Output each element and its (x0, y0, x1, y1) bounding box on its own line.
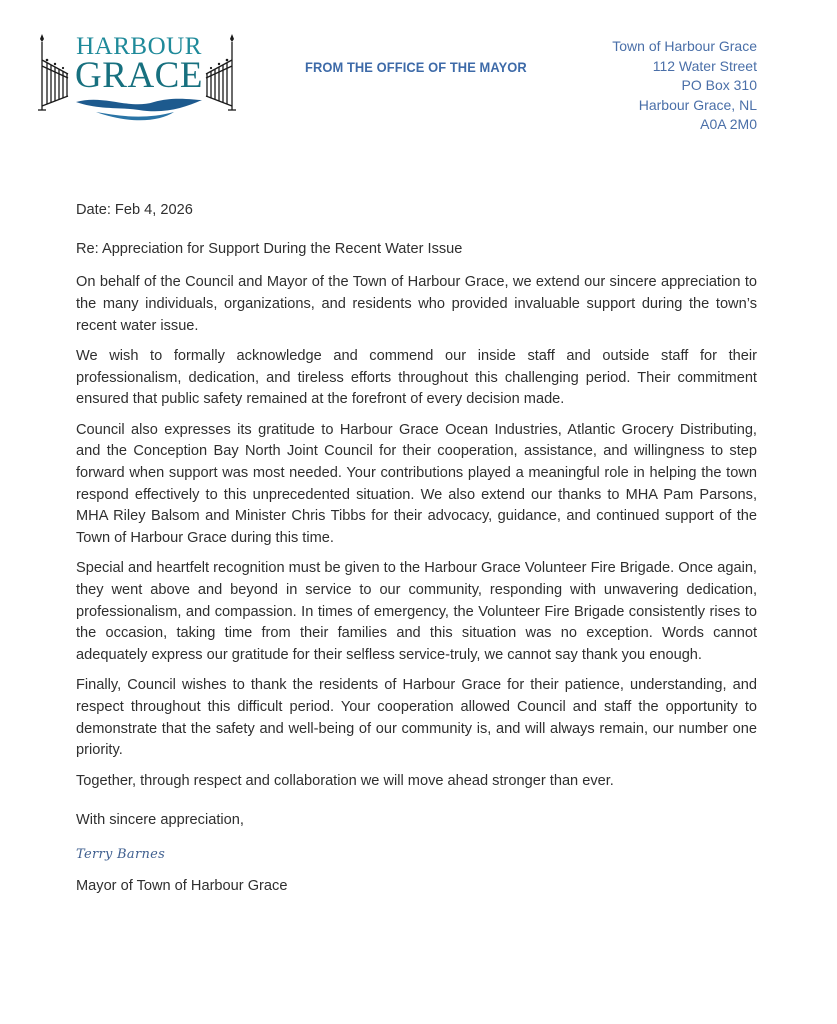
paragraph-fire-brigade: Special and heartfelt recognition must be given to the Harbour Grace Volunteer Fire Brigade. Once again, they went above and beyond in service to our community, responding with unwavering dedication, professionalism, and compassion. In times of emergency, the Volunteer Fire Brigade consistently rises to the occasion, taking time from their families and this situation was no exception. Words cannot adequately express our gratitude for their selfless service-truly, we cannot say thank you enough. (76, 560, 757, 664)
letter-subject: Re: Appreciation for Support During the Recent Water Issue (76, 240, 463, 257)
logo-text-grace: GRACE (75, 55, 203, 96)
logo-text-harbour: HARBOUR (76, 33, 202, 60)
address-city: Harbour Grace, NL (638, 96, 757, 113)
office-title: FROM THE OFFICE OF THE MAYOR (305, 59, 527, 75)
address-block (612, 37, 757, 135)
letterhead (0, 0, 837, 150)
paragraph-residents: Finally, Council wishes to thank the residents of Harbour Grace for their patience, understanding, and respect throughout this difficult period. Your cooperation allowed Council and staff the opportunity to demonstrate that the safety and well-being of our community is, and will always remain, our number one priority. (76, 677, 757, 759)
paragraph-staff: We wish to formally acknowledge and commend our inside staff and outside staff for their professionalism, dedication, and tireless efforts throughout this challenging period. Their commitment ensured that public safety remained at the forefront of every decision made. (76, 348, 757, 408)
letter-date: Date: Feb 4, 2026 (76, 202, 193, 218)
harbour-grace-logo (34, 30, 240, 125)
address-town: Town of Harbour Grace (612, 38, 757, 54)
letter-closing: With sincere appreciation, (76, 812, 244, 829)
address-street: 112 Water Street (652, 57, 757, 74)
address-postal-code: A0A 2M0 (700, 116, 757, 132)
signer-title: Mayor of Town of Harbour Grace (76, 877, 288, 894)
signature: Terry Barnes (76, 847, 166, 863)
letter-body (76, 200, 757, 906)
paragraph-together: Together, through respect and collaboration we will move ahead stronger than ever. (76, 772, 614, 789)
address-po-box: PO Box 310 (681, 77, 757, 93)
paragraph-intro: On behalf of the Council and Mayor of the Town of Harbour Grace, we extend our sincere appreciation to the many individuals, organizations, and residents who provided invaluable support during the town’s recent water issue. (76, 274, 757, 334)
paragraph-organizations: Council also expresses its gratitude to Harbour Grace Ocean Industries, Atlantic Grocery Distributing, and the Conception Bay North Joint Council for their cooperation, assistance, and willingness to step forward when support was most needed. Your contributions played a meaningful role in helping the town respond effectively to this unprecedented situation. We also extend our thanks to MHA Pam Parsons, MHA Riley Balsom and Minister Chris Tibbs for their advocacy, guidance, and continued support of the Town of Harbour Grace during this time. (76, 421, 757, 547)
